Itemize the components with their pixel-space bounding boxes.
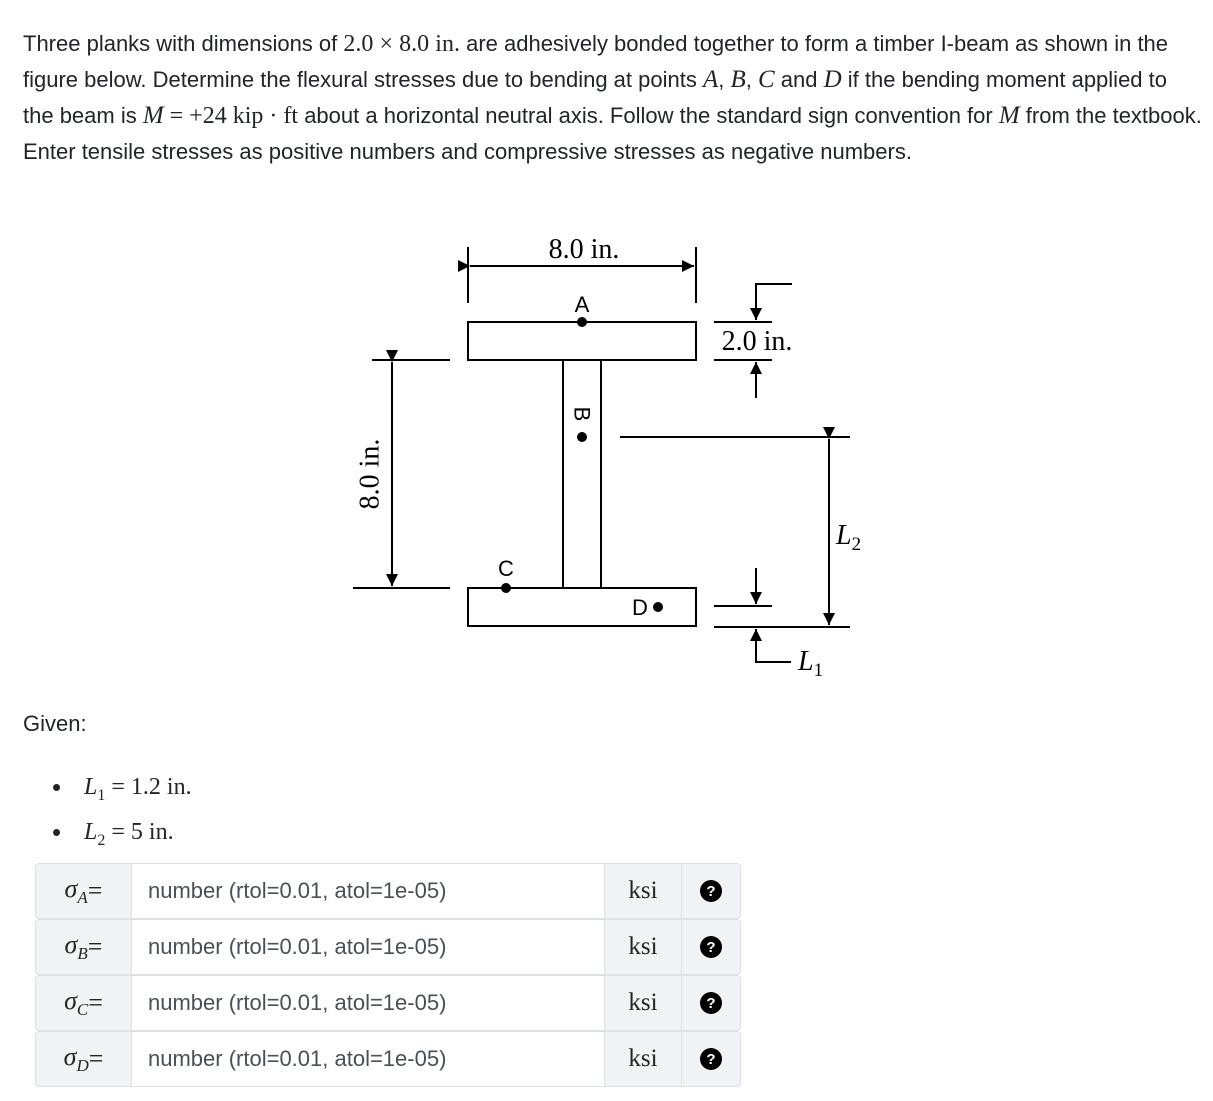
given-sub: 2 [97,831,106,849]
sigma-c-input[interactable] [131,975,605,1031]
equals-sign: = [88,988,103,1017]
help-icon[interactable]: ? [700,880,722,902]
sigma-label [35,1031,131,1087]
sigma-symbol: σ [64,929,78,959]
sigma-d-input[interactable] [131,1031,605,1087]
given-item [52,814,192,859]
given-value: = 1.2 in. [105,774,192,800]
moment-value: = +24 [163,103,233,129]
sigma-subscript: D [76,1056,89,1076]
moment-var: M [998,102,1020,129]
help-icon[interactable]: ? [700,936,722,958]
sigma-label [35,919,131,975]
problem-text: Three planks with dimensions of [23,31,344,56]
help-icon[interactable]: ? [700,1048,722,1070]
point-a-dot [577,317,587,327]
given-var: L [84,818,98,845]
equals-sign: = [88,1044,104,1073]
sigma-subscript: A [77,888,88,908]
sigma-a-input[interactable] [131,863,605,919]
sigma-b-input[interactable] [131,919,605,975]
moment-unit: kip · ft [232,103,299,129]
point-d-dot [653,602,663,612]
point-b-dot [577,432,587,442]
problem-statement [23,26,1203,170]
answer-row-a [35,863,741,919]
answer-form [35,863,741,1087]
answer-row-b [35,919,741,975]
given-label: Given: [23,711,87,736]
given-list [52,769,192,859]
problem-text: from the textbook. Enter tensile stresses as positive numbers and compressive stresses as negative numbers. [23,103,1202,164]
separator: , [745,67,758,92]
sigma-label [35,863,131,919]
unit-label: ksi [605,863,681,919]
answer-row-d [35,1031,741,1087]
given-var: L [84,774,98,800]
point-a-var: A [702,66,719,93]
point-a-label: A [574,292,590,317]
point-b-label: B [569,406,595,422]
l2-label: $L_2$ [836,520,862,555]
help-cell [681,975,741,1031]
help-cell [681,919,741,975]
sigma-symbol: σ [64,985,77,1015]
point-d-var: D [823,66,842,93]
help-cell [681,863,741,919]
sigma-symbol: σ [64,873,78,903]
unit-label: ksi [605,1031,681,1087]
point-c-var: C [757,66,775,93]
sigma-symbol: σ [63,1041,77,1071]
top-width-label: 8.0 in. [548,234,620,265]
moment-var: M [142,102,164,129]
point-d-label: D [632,595,648,620]
i-beam-figure [340,225,880,695]
problem-text: if the bending moment applied to the beam is [23,67,1167,128]
dim-a: 2.0 [343,31,374,57]
unit-label: ksi [605,975,681,1031]
problem-text: about a horizontal neutral axis. Follow the standard sign convention for [298,103,999,128]
help-icon[interactable]: ? [700,992,722,1014]
answer-row-c [35,975,741,1031]
times-sign: × [379,31,394,57]
equals-sign: = [87,932,103,961]
unit-label: ksi [605,919,681,975]
l1-label: $L_1$ [798,646,824,681]
given-value: = 5 in. [105,818,174,845]
dim-b: 8.0 [399,31,430,57]
flange-thickness-label: 2.0 in. [721,326,793,357]
equals-sign: = [87,876,103,905]
top-flange [468,322,696,360]
height-label: 8.0 in. [354,438,386,510]
given-item [52,769,192,814]
conjunction: and [774,67,824,92]
help-cell [681,1031,741,1087]
sigma-subscript: B [77,944,88,964]
problem-text: are adhesively bonded together to form a timber I-beam as shown in the figure below. Determine the flexural stresses due to bending at points [23,31,1169,92]
point-c-label: C [498,556,514,581]
given-sub: 1 [97,786,106,804]
sigma-label [35,975,131,1031]
dim-unit: in. [435,31,460,57]
sigma-subscript: C [76,1000,89,1020]
point-b-var: B [730,66,746,93]
web [563,360,601,588]
separator: , [718,67,731,92]
point-c-dot [501,583,511,593]
